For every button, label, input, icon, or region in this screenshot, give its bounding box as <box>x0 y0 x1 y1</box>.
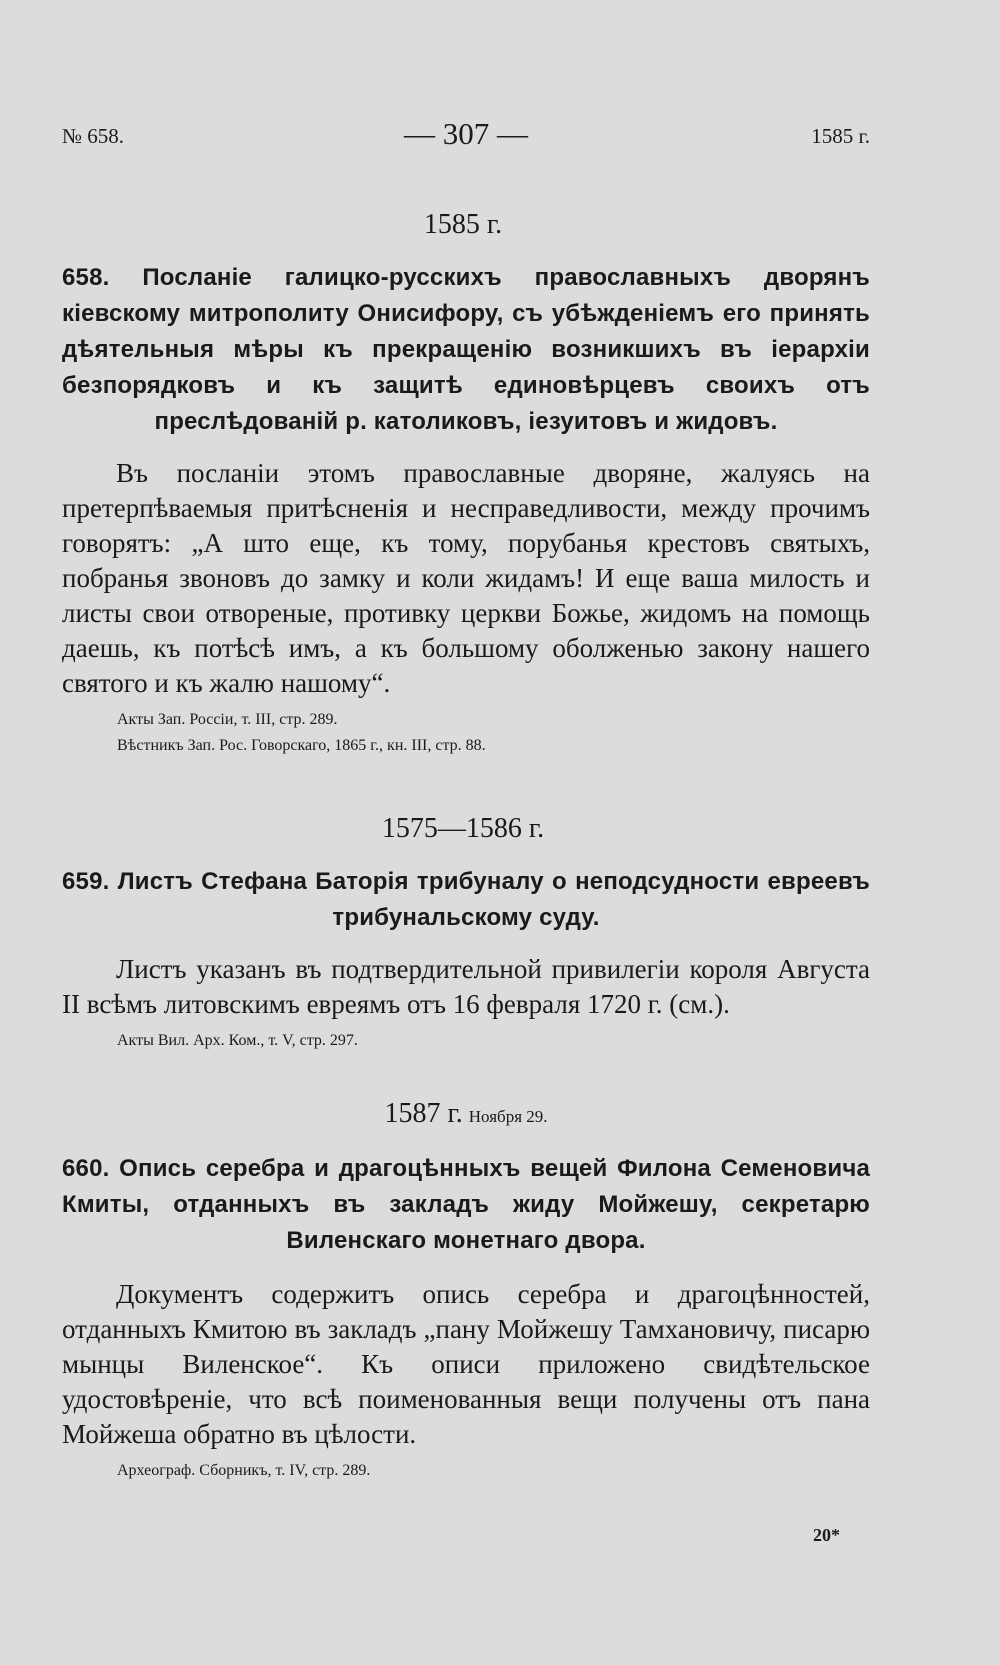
printer-signature: 20* <box>813 1525 840 1545</box>
entry-659 <box>62 809 870 1054</box>
entry-body: Документъ содержитъ опись серебра и драгоцѣнностей, отданныхъ Кмитою въ закладъ „пану Мойжешу Тамхановичу, писарю мынцы Виленское“. Къ описи приложено свидѣтельское удостовѣреніе, что всѣ поименованныя вещи получены отъ пана Мойжеша обратно въ цѣлости. <box>62 1279 870 1449</box>
entry-heading: 658. Посланіе галицко-русскихъ православныхъ дворянъ кіевскому митрополиту Онисифору, съ убѣжденіемъ его принять дѣятельныя мѣры къ прекращенію возникшихъ въ іерархіи безпорядковъ и къ защитѣ единовѣрцевъ своихъ отъ преслѣдованій р. католиковъ, іезуитовъ и жидовъ. <box>62 264 870 435</box>
source-citation: Археограф. Сборникъ, т. IV, стр. 289. <box>117 1462 371 1479</box>
entry-date-day: Ноября 29. <box>468 1107 548 1126</box>
entry-body: Въ посланіи этомъ православные дворяне, жалуясь на претерпѣваемыя притѣсненія и несправедливости, между прочимъ говорятъ: „А што еще, къ тому, порубанья крестовъ святыхъ, побранья звоновъ до замку и коли жидамъ! И еще ваша милость и листы свои отвореные, противку церкви Божье, жидомъ на помощь даешь, къ потѣсѣ имъ, а къ большому оболженью закону нашего святого и къ жалю нашому“. <box>62 458 870 698</box>
entry-date-year: 1575—1586 г. <box>381 813 545 844</box>
page-number: — 307 — <box>404 116 528 151</box>
entry-date <box>62 809 870 852</box>
page-content <box>62 205 870 1484</box>
source-citation: Акты Вил. Арх. Ком., т. V, стр. 297. <box>117 1032 358 1049</box>
header-year: 1585 г. <box>811 124 870 148</box>
entry-date-year: 1587 г. <box>384 1098 463 1129</box>
entry-body: Листъ указанъ въ подтвердительной привилегіи короля Августа II всѣмъ литовскимъ евреямъ отъ 16 февраля 1720 г. (см.). <box>62 954 870 1019</box>
entry-heading: 660. Опись серебра и драгоцѣнныхъ вещей Филона Семеновича Кмиты, отданныхъ въ закладъ жиду Мойжешу, секретарю Виленскаго монетнаго двора. <box>62 1155 870 1254</box>
source-citation: Акты Зап. Россіи, т. III, стр. 289. <box>117 711 338 728</box>
entry-date <box>62 1094 870 1137</box>
running-head <box>62 116 870 160</box>
source-citation: Вѣстникъ Зап. Рос. Говорскаго, 1865 г., кн. III, стр. 88. <box>117 737 486 754</box>
entry-date-year: 1585 г. <box>423 209 503 240</box>
entry-heading: 659. Листъ Стефана Баторія трибуналу о неподсудности евреевъ трибунальскому суду. <box>62 868 870 931</box>
entry-658 <box>62 205 870 759</box>
document-number: № 658. <box>62 124 125 148</box>
entry-date <box>62 205 870 248</box>
entry-660 <box>62 1094 870 1484</box>
